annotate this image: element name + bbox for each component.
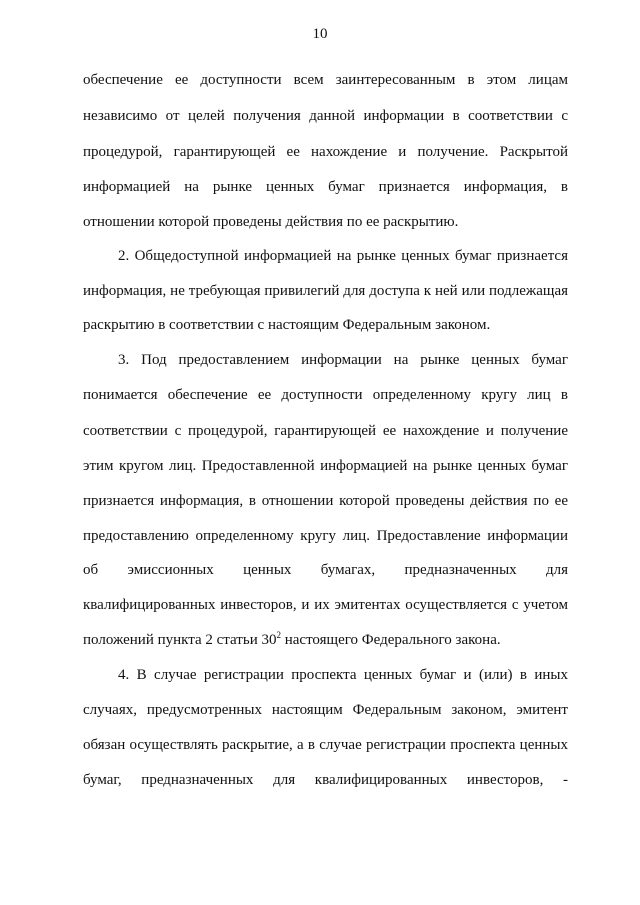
text-line: раскрытию в соответствии с настоящим Федеральным законом. — [83, 317, 491, 333]
text-line: 4. В случае регистрации проспекта ценных бумаг и (или) в иных — [118, 667, 568, 683]
text-line: признается информация, в отношении которой проведены действия по ее — [83, 493, 568, 509]
text-line: отношении которой проведены действия по ее раскрытию. — [83, 214, 459, 230]
text-line: квалифицированных инвесторов, и их эмитентах осуществляется с учетом — [83, 597, 568, 613]
text-line: независимо от целей получения данной информации в соответствии с — [83, 108, 568, 124]
text-line: информацией на рынке ценных бумаг признается информация, в — [83, 179, 568, 195]
text-line: понимается обеспечение ее доступности определенному кругу лиц в — [83, 387, 568, 403]
text-line: соответствии с процедурой, гарантирующей ее нахождение и получение — [83, 423, 568, 439]
text-line: предоставлению определенному кругу лиц. Предоставление информации — [83, 528, 568, 544]
superscript: 2 — [276, 630, 281, 640]
page-number: 10 — [312, 26, 328, 42]
text-line: об эмиссионных ценных бумагах, предназначенных для — [83, 562, 568, 578]
text-fragment: положений пункта 2 статьи 30 — [83, 632, 277, 648]
text-line: случаях, предусмотренных настоящим Федеральным законом, эмитент — [83, 702, 568, 718]
text-line: 3. Под предоставлением информации на рынке ценных бумаг — [118, 352, 568, 368]
text-line: бумаг, предназначенных для квалифицированных инвесторов, - — [83, 772, 568, 788]
text-line: 2. Общедоступной информацией на рынке ценных бумаг признается — [118, 248, 568, 264]
text-line: процедурой, гарантирующей ее нахождение и получение. Раскрытой — [83, 144, 568, 160]
text-fragment: настоящего Федерального закона. — [280, 632, 501, 648]
text-line: информация, не требующая привилегий для доступа к ней или подлежащая — [83, 283, 568, 299]
text-line: обязан осуществлять раскрытие, а в случае регистрации проспекта ценных — [83, 737, 568, 753]
text-line: обеспечение ее доступности всем заинтересованным в этом лицам — [83, 72, 568, 88]
text-line: этим кругом лиц. Предоставленной информацией на рынке ценных бумаг — [83, 458, 568, 474]
text-line — [83, 630, 568, 650]
